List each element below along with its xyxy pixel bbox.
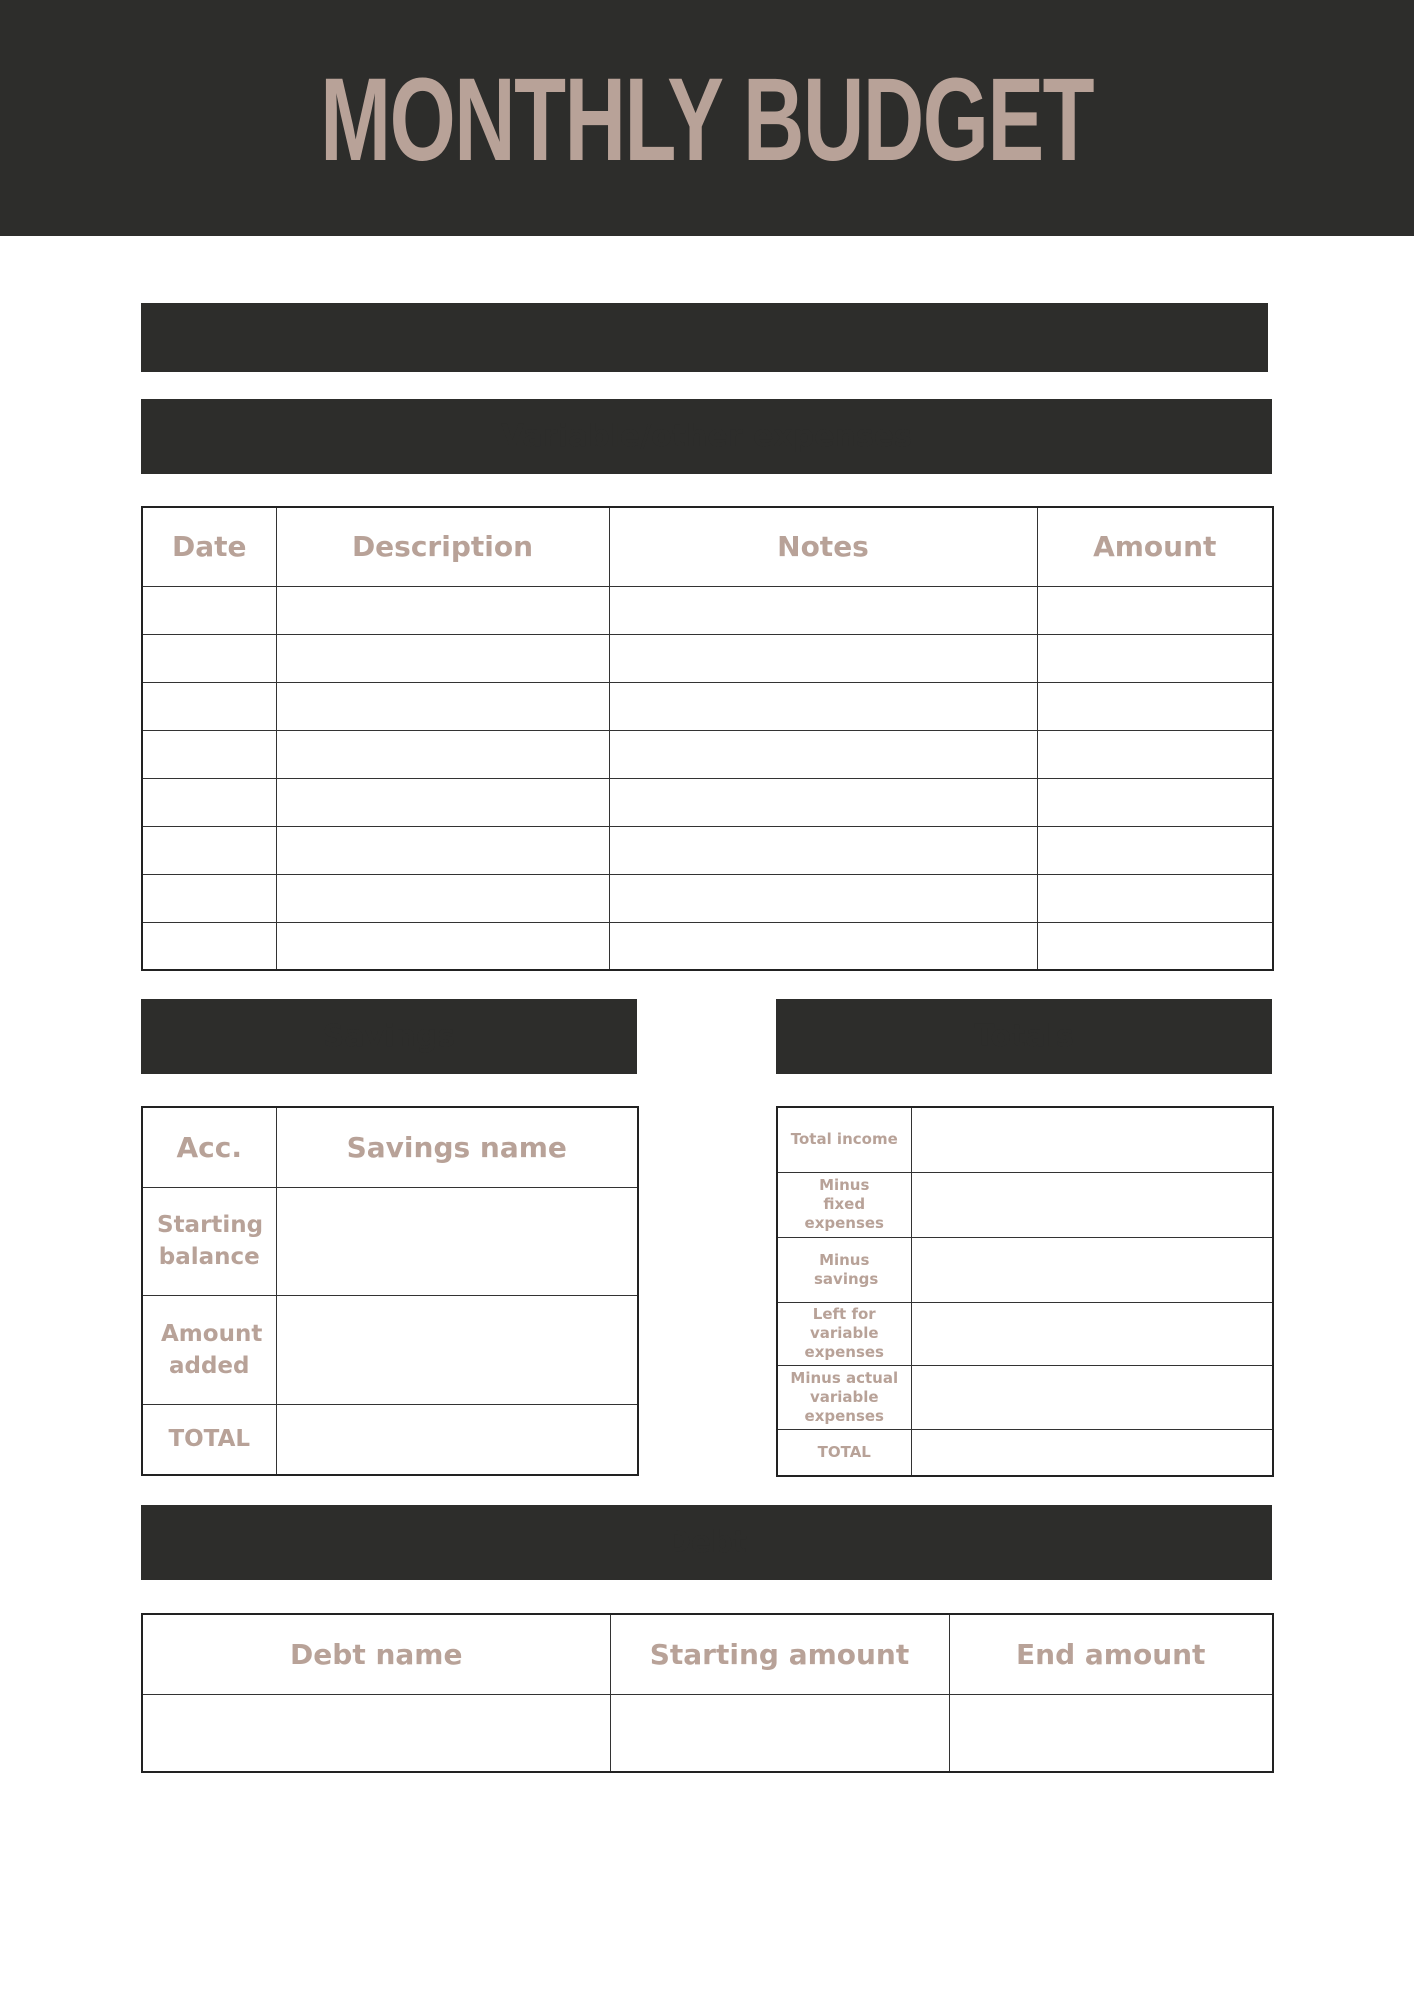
table-row — [142, 1404, 638, 1475]
table-row — [777, 1237, 1273, 1302]
savings-table — [141, 1106, 639, 1476]
acc-header: Acc. — [142, 1107, 276, 1187]
date-cell[interactable] — [142, 634, 276, 682]
table-row — [777, 1302, 1273, 1365]
minus-fixed-expenses-cell[interactable] — [911, 1172, 1273, 1237]
amount-cell[interactable] — [1037, 634, 1273, 682]
notes-cell[interactable] — [609, 922, 1037, 970]
amount-cell[interactable] — [1037, 682, 1273, 730]
totals-table — [776, 1106, 1274, 1477]
table-row — [142, 1187, 638, 1295]
left-for-variable-label: Left for variable expenses — [777, 1302, 911, 1365]
savings-total-label: TOTAL — [142, 1404, 276, 1475]
table-row — [142, 874, 1273, 922]
notes-cell[interactable] — [609, 730, 1037, 778]
table-row — [142, 1694, 1273, 1772]
description-cell[interactable] — [276, 634, 609, 682]
debt-name-cell[interactable] — [142, 1694, 610, 1772]
column-header-end-amount: End amount — [949, 1614, 1273, 1694]
date-cell[interactable] — [142, 682, 276, 730]
section-header-variable: Variable/other expenses — [141, 399, 1272, 474]
minus-fixed-expenses-label: Minus fixed expenses — [777, 1172, 911, 1237]
date-cell[interactable] — [142, 826, 276, 874]
column-header-debt-name: Debt name — [142, 1614, 610, 1694]
total-income-cell[interactable] — [911, 1107, 1273, 1172]
starting-balance-label: Starting balance — [142, 1187, 276, 1295]
date-cell[interactable] — [142, 586, 276, 634]
total-income-label: Total income — [777, 1107, 911, 1172]
column-header-starting-amount: Starting amount — [610, 1614, 949, 1694]
amount-cell[interactable] — [1037, 730, 1273, 778]
notes-cell[interactable] — [609, 682, 1037, 730]
amount-cell[interactable] — [1037, 826, 1273, 874]
column-header-description: Description — [276, 507, 609, 586]
table-row — [142, 922, 1273, 970]
table-row — [142, 1295, 638, 1404]
amount-cell[interactable] — [1037, 874, 1273, 922]
notes-cell[interactable] — [609, 874, 1037, 922]
amount-cell[interactable] — [1037, 778, 1273, 826]
end-amount-cell[interactable] — [949, 1694, 1273, 1772]
amount-cell[interactable] — [1037, 586, 1273, 634]
amount-added-label: Amount added — [142, 1295, 276, 1404]
minus-savings-label: Minus savings — [777, 1237, 911, 1302]
table-row — [142, 586, 1273, 634]
starting-amount-cell[interactable] — [610, 1694, 949, 1772]
starting-balance-cell[interactable] — [276, 1187, 638, 1295]
column-header-amount: Amount — [1037, 507, 1273, 586]
table-header-row — [142, 1107, 638, 1187]
amount-cell[interactable] — [1037, 922, 1273, 970]
notes-cell[interactable] — [609, 826, 1037, 874]
description-cell[interactable] — [276, 730, 609, 778]
table-row — [142, 682, 1273, 730]
date-cell[interactable] — [142, 730, 276, 778]
page-title: MONTHLY BUDGET — [320, 54, 1094, 186]
table-header-row — [142, 1614, 1273, 1694]
left-for-variable-cell[interactable] — [911, 1302, 1273, 1365]
table-row — [142, 634, 1273, 682]
section-header-totals: Totals — [776, 999, 1272, 1074]
notes-cell[interactable] — [609, 778, 1037, 826]
table-row — [777, 1365, 1273, 1429]
section-header-savings: Savings — [141, 999, 637, 1074]
minus-actual-variable-cell[interactable] — [911, 1365, 1273, 1429]
page-header — [0, 0, 1414, 236]
debt-table — [141, 1613, 1274, 1773]
table-row — [142, 826, 1273, 874]
table-row — [777, 1172, 1273, 1237]
table-row — [142, 730, 1273, 778]
totals-total-label: TOTAL — [777, 1429, 911, 1476]
table-row — [777, 1107, 1273, 1172]
amount-added-cell[interactable] — [276, 1295, 638, 1404]
notes-cell[interactable] — [609, 634, 1037, 682]
table-row — [142, 778, 1273, 826]
table-row — [777, 1429, 1273, 1476]
column-header-date: Date — [142, 507, 276, 586]
date-cell[interactable] — [142, 778, 276, 826]
description-cell[interactable] — [276, 682, 609, 730]
minus-actual-variable-label: Minus actual variable expenses — [777, 1365, 911, 1429]
description-cell[interactable] — [276, 826, 609, 874]
table-header-row — [142, 507, 1273, 586]
description-cell[interactable] — [276, 874, 609, 922]
section-header-debt: Debt — [141, 1505, 1272, 1580]
description-cell[interactable] — [276, 778, 609, 826]
minus-savings-cell[interactable] — [911, 1237, 1273, 1302]
notes-cell[interactable] — [609, 586, 1037, 634]
savings-total-cell[interactable] — [276, 1404, 638, 1475]
blank-banner — [141, 303, 1268, 372]
description-cell[interactable] — [276, 586, 609, 634]
savings-name-header: Savings name — [276, 1107, 638, 1187]
date-cell[interactable] — [142, 922, 276, 970]
totals-total-cell[interactable] — [911, 1429, 1273, 1476]
date-cell[interactable] — [142, 874, 276, 922]
expenses-table — [141, 506, 1274, 971]
description-cell[interactable] — [276, 922, 609, 970]
column-header-notes: Notes — [609, 507, 1037, 586]
